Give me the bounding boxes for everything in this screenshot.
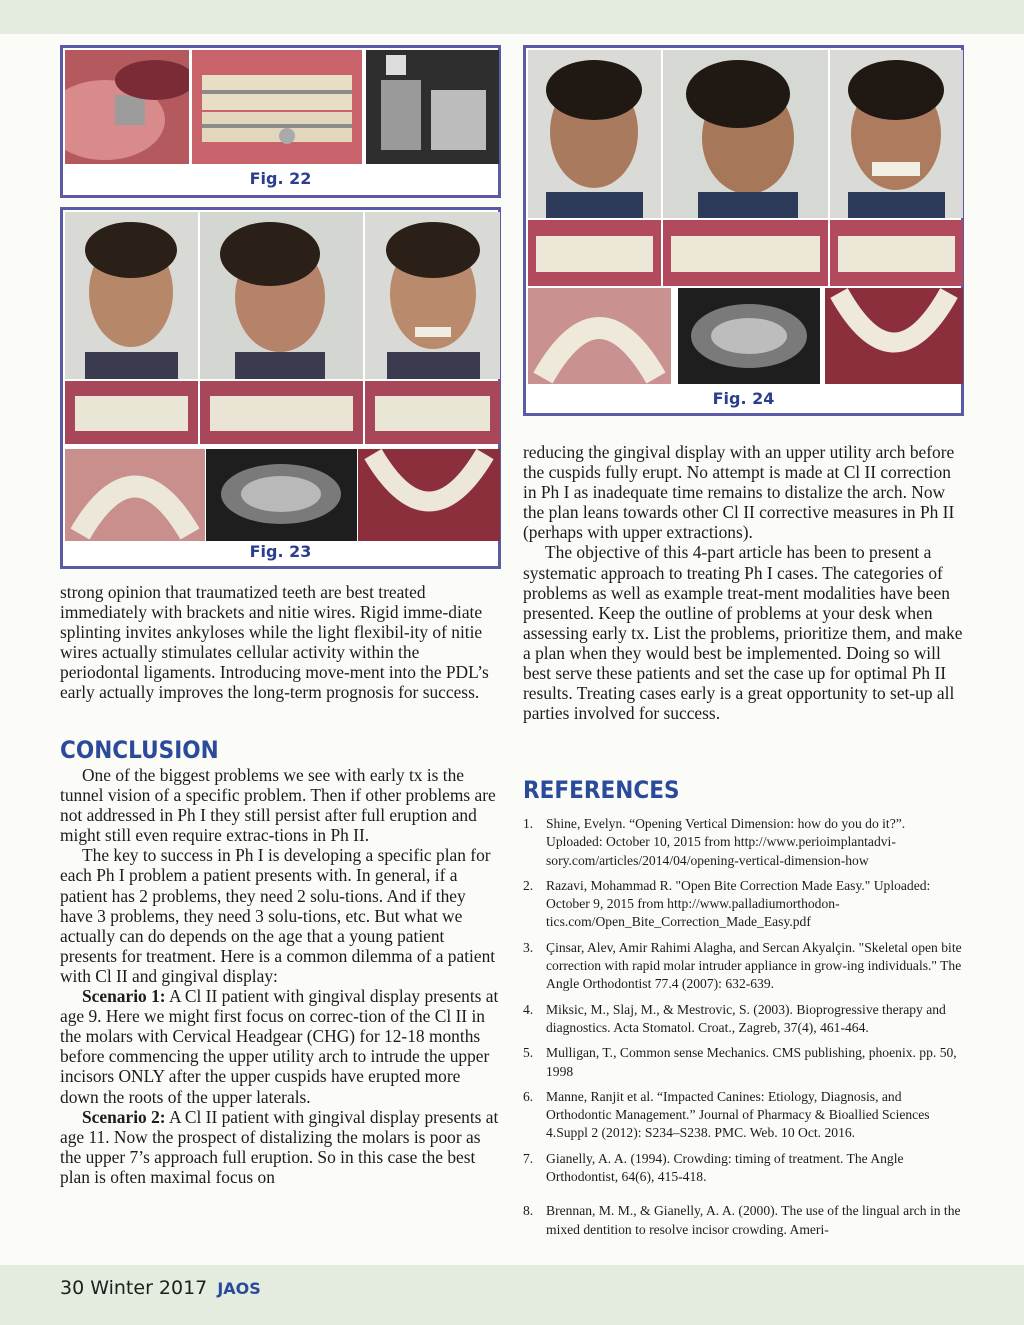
teeth-photo-1	[65, 381, 198, 444]
patient-face-smile	[830, 50, 963, 218]
lower-arch-photo	[825, 288, 963, 384]
intro-paragraph: strong opinion that traumatized teeth are best treated immediately with brackets and nitie wires. Rigid imme-diate splinting invites ankyloses while the light flexibil-ity of nitie wires actually stimulates cellular activity within the periodontal ligaments. Introducing move-ment into the PDL’s early actually improves the long-term prognosis for success.	[60, 582, 489, 703]
figure-24	[523, 45, 964, 416]
patient-face-front	[528, 50, 661, 218]
teeth-photo-3	[365, 381, 500, 444]
teeth-photo-2	[200, 381, 363, 444]
page-footer	[60, 1277, 261, 1299]
intraoral-photo-braces	[192, 50, 362, 164]
references-heading: REFERENCES	[523, 776, 680, 804]
scenario-1-paragraph	[60, 986, 500, 1107]
teeth-photo-1	[528, 220, 661, 286]
reference-item: 6. Manne, Ranjit et al. “Impacted Canines: Etiology, Diagnosis, and Orthodontic Management.” Journal of Pharmacy & Bioallied Sciences 4.Suppl 2 (2012): S234–S238. PMC. Web. 10 Oct. 2016.	[523, 1088, 930, 1141]
upper-arch-photo	[528, 288, 671, 384]
left-column-conclusion	[60, 765, 500, 1187]
teeth-photo-2	[663, 220, 828, 286]
scenario-2-text: A Cl II patient with gingival display presents at age 11. Now the prospect of distalizing the molars is poor as the upper 7’s approach full eruption. So in this case the best plan is often maximal focus on	[60, 1106, 499, 1187]
reference-item: 5. Mulligan, T., Common sense Mechanics. CMS publishing, phoenix. pp. 50, 1998	[523, 1045, 957, 1079]
issue-label: Winter 2017	[90, 1277, 208, 1299]
scenario-2-label: Scenario 2:	[82, 1106, 166, 1127]
reference-item: 3. Çinsar, Alev, Amir Rahimi Alagha, and Sercan Akyalçin. "Skeletal open bite correction with rapid molar intruder appliance in grow-ing individuals." The Angle Orthodontist 77.4 (2007): 632-639.	[523, 939, 962, 992]
conclusion-paragraph-1: One of the biggest problems we see with early tx is the tunnel vision of a specific problem. Then if other problems are not addressed in Ph I they still persist after full eruption and might still even require extrac-tions in Ph II.	[60, 765, 496, 846]
journal-name: JAOS	[217, 1279, 261, 1298]
upper-arch-photo	[65, 449, 205, 541]
reference-item: 2. Razavi, Mohammad R. "Open Bite Correction Made Easy." Uploaded: October 9, 2015 from http://www.palladiumorthodon-tics.com/Open_Bite_Correction_Made_Easy.pdf	[523, 877, 931, 930]
top-band	[0, 0, 1024, 34]
patient-face-smile	[365, 212, 500, 379]
objective-paragraph: The objective of this 4-part article has been to present a systematic approach to treating Ph I cases. The categories of problems as well as example treat-ment modalities have been presented. Keep the outline of problems at your desk when assessing early tx. List the problems, prioritize them, and make a plan when they would best be implemented. Doing so will best serve these patients and set the case up for optimal Ph II results. Treating cases early is a great opportunity to set-up all parties involved for success.	[523, 542, 963, 724]
reference-item: 7. Gianelly, A. A. (1994). Crowding: timing of treatment. The Angle Orthodontist, 64(6), 415-418.	[523, 1150, 904, 1185]
figure-23-caption: Fig. 23	[249, 542, 312, 561]
figure-23	[60, 207, 501, 569]
references-list	[523, 815, 963, 1239]
patient-face-profile	[200, 212, 363, 379]
reference-item: 1. Shine, Evelyn. “Opening Vertical Dimension: how do you do it?”. Uploaded: October 10, 2015 from http://www.perioimplantadvi-sory.com/articles/2014/04/opening-vertical-dimension-how	[523, 816, 906, 868]
scenario-1-text: A Cl II patient with gingival display presents at age 9. Here we might first focus on correc-tion of the Cl II in the molars with Cervical Headgear (CHG) for 12-18 months before commencing the upper utility arch to intrude the upper incisors ONLY after the upper cuspids have erupted more down the roots of the upper laterals.	[60, 986, 499, 1107]
intraoral-photo-left	[65, 50, 189, 164]
page-number: 30	[60, 1277, 85, 1299]
reference-item: 8. Brennan, M. M., & Gianelly, A. A. (2000). The use of the lingual arch in the mixed dentition to resolve incisor crowding. Ameri-	[523, 1203, 961, 1237]
patient-face-profile	[663, 50, 828, 218]
conclusion-paragraph-2: The key to success in Ph I is developing a specific plan for each Ph I problem a patient presents with. In general, if a patient has 2 problems, they need 2 solu-tions. And if they have 3 problems, they need 3 solu-tions, etc. But what we actually can do depends on the age that a young patient presents for treatment. Here is a common dilemma of a patient with Cl II and gingival display:	[60, 845, 496, 986]
xray-photo	[366, 50, 499, 164]
scenario-2-paragraph	[60, 1107, 500, 1187]
panoramic-xray-photo	[678, 288, 820, 384]
figure-22-caption: Fig. 22	[249, 169, 312, 188]
panoramic-xray-photo	[206, 449, 357, 541]
conclusion-heading: CONCLUSION	[60, 736, 219, 764]
continued-paragraph: reducing the gingival display with an upper utility arch before the cuspids fully erupt. No attempt is made at Cl II correction in Ph I as inadequate time remains to distalize the arch. Now the plan leans towards other Cl II corrective measures in Ph II (perhaps with upper extractions).	[523, 442, 955, 543]
figure-24-caption: Fig. 24	[712, 389, 775, 408]
lower-arch-photo	[358, 449, 500, 541]
figure-22	[60, 45, 501, 198]
patient-face-front	[65, 212, 198, 379]
teeth-photo-3	[830, 220, 963, 286]
right-column-body	[523, 442, 963, 723]
left-column-intro	[60, 582, 500, 703]
scenario-1-label: Scenario 1:	[82, 986, 166, 1007]
reference-item: 4. Miksic, M., Slaj, M., & Mestrovic, S. (2003). Bioprogressive therapy and diagnostics. Acta Stomatol. Croat., Zagreb, 37(4), 461-464.	[523, 1001, 946, 1035]
